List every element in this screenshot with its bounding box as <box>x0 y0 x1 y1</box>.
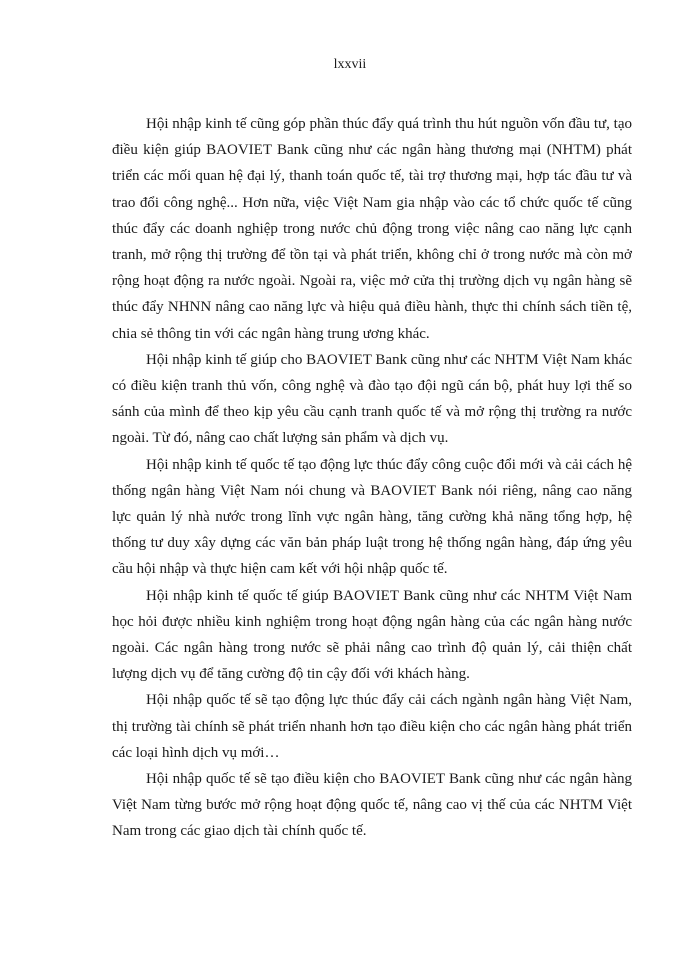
page-number: lxxvii <box>333 57 367 72</box>
paragraph-1: Hội nhập kinh tế cũng góp phần thúc đẩy quá trình thu hút nguồn vốn đầu tư, tạo điều kiện giúp BAOVIET Bank cũng như các ngân hàng thương mại (NHTM) phát triển các mối quan hệ đại lý, thanh toán quốc tế, tài trợ thương mại, hợp tác đầu tư và trao đổi công nghệ... Hơn nữa, việc Việt Nam gia nhập vào các tổ chức quốc tế cũng thúc đẩy các doanh nghiệp trong nước chủ động trong việc nâng cao năng lực cạnh tranh, mở rộng thị trường để tồn tại và phát triển, không chỉ ở trong nước mà còn mở rộng hoạt động ra nước ngoài. Ngoài ra, việc mở cửa thị trường dịch vụ ngân hàng sẽ thúc đẩy NHNN nâng cao năng lực và hiệu quả điều hành, thực thi chính sách tiền tệ, chia sẻ thông tin với các ngân hàng trung ương khác. <box>112 116 632 342</box>
paragraph-4: Hội nhập kinh tế quốc tế giúp BAOVIET Bank cũng như các NHTM Việt Nam học hỏi được nhiều kinh nghiệm trong hoạt động ngân hàng của các ngân hàng nước ngoài. Các ngân hàng trong nước sẽ phải nâng cao trình độ quản lý, cải thiện chất lượng dịch vụ để tăng cường độ tin cậy đối với khách hàng. <box>112 587 632 683</box>
paragraph-2: Hội nhập kinh tế giúp cho BAOVIET Bank cũng như các NHTM Việt Nam khác có điều kiện tranh thủ vốn, công nghệ và đào tạo đội ngũ cán bộ, phát huy lợi thế so sánh của mình để theo kịp yêu cầu cạnh tranh quốc tế và mở rộng thị trường ra nước ngoài. Từ đó, nâng cao chất lượng sản phẩm và dịch vụ. <box>112 351 632 447</box>
paragraph-5: Hội nhập quốc tế sẽ tạo động lực thúc đẩy cải cách ngành ngân hàng Việt Nam, thị trường tài chính sẽ phát triển nhanh hơn tạo điều kiện cho các ngân hàng phát triển các loại hình dịch vụ mới… <box>112 692 632 761</box>
paragraph-3: Hội nhập kinh tế quốc tế tạo động lực thúc đẩy công cuộc đổi mới và cải cách hệ thống ngân hàng Việt Nam nói chung và BAOVIET Bank nói riêng, nâng cao năng lực quản lý nhà nước trong lĩnh vực ngân hàng, tăng cường khả năng tổng hợp, hệ thống tư duy xây dựng các văn bản pháp luật trong hệ thống ngân hàng, đáp ứng yêu cầu hội nhập và thực hiện cam kết với hội nhập quốc tế. <box>112 456 632 578</box>
document-body <box>112 111 632 845</box>
paragraph-6: Hội nhập quốc tế sẽ tạo điều kiện cho BAOVIET Bank cũng như các ngân hàng Việt Nam từng bước mở rộng hoạt động quốc tế, nâng cao vị thế của các NHTM Việt Nam trong các giao dịch tài chính quốc tế. <box>112 771 632 840</box>
